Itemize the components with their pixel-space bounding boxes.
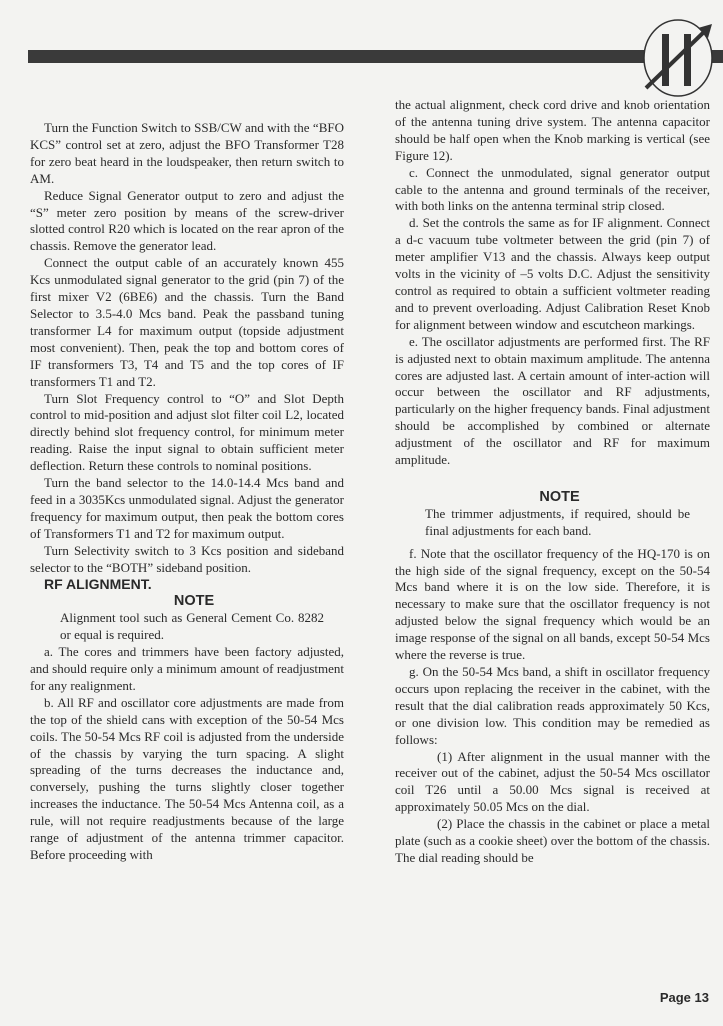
paragraph: Reduce Signal Generator output to zero and adjust the “S” meter zero position by means of the screw-driver slotted control R20 which is located on the rear apron of the chassis. Remove the generator lead. — [30, 187, 344, 254]
paragraph: (2) Place the chassis in the cabinet or place a metal plate (such as a cookie sheet) over the bottom of the chassis. The dial reading should be — [395, 816, 710, 865]
page-number: Page 13 — [659, 990, 709, 1005]
note-text: The trimmer adjustments, if required, should be final adjustments for each band. — [425, 505, 690, 538]
paragraph: Turn Slot Frequency control to “O” and Slot Depth control to mid-position and adjust slot filter coil L2, located directly behind slot frequency control, for minimum meter reading. Raise the input signal to obtain sufficient meter deflection. Return these controls to nominal positions. — [30, 390, 344, 474]
paragraph: Turn Selectivity switch to 3 Kcs position and sideband selector to the “BOTH” sideband position. — [30, 542, 344, 575]
paragraph: e. The oscillator adjustments are performed first. The RF is adjusted next to obtain maximum amplitude. The antenna cores are adjusted last. A certain amount of inter-action will occur between the oscillator and RF adjustments, particularly on the higher frequency bands. Final adjustment should be accomplished by combined or alternate adjustment of the oscillator and RF for maximum amplitude. — [395, 333, 710, 468]
paragraph: c. Connect the unmodulated, signal generator output cable to the antenna and ground terminals of the receiver, with both links on the antenna terminal strip closed. — [395, 164, 710, 214]
header-rule — [28, 50, 670, 63]
paragraph: f. Note that the oscillator frequency of the HQ-170 is on the high side of the signal frequency, except on the 50-54 Mcs band where it is on the low side. Therefore, it is necessary to make sure that the oscillator frequency is not adjusted below the signal frequency which would be an image response of the signal on all bands, except 50-54 Mcs where the reverse is true. — [395, 545, 710, 663]
section-heading: RF ALIGNMENT. — [44, 576, 152, 593]
note-heading: NOTE — [173, 593, 215, 610]
paragraph: Turn the Function Switch to SSB/CW and with the “BFO KCS” control set at zero, adjust the BFO Transformer T28 for zero beat heard in the loudspeaker, then return switch to AM. — [30, 120, 344, 186]
note-text: Alignment tool such as General Cement Co. 8282 or equal is required. — [60, 610, 324, 643]
right-column — [395, 97, 710, 867]
paragraph: b. All RF and oscillator core adjustments are made from the top of the shield cans with exception of the 50-54 Mcs coils. The 50-54 Mcs RF coil is adjusted from the underside of the chassis by varying the turn spacing. A slight spreading of the turns decreases the inductance and, conversely, pushing the turns slightly closer together increases the inductance. The 50-54 Mcs Antenna coil, as a rule, will not require readjustments because of the large range of adjustment of the antenna trimmer capacitor. Before proceeding with — [30, 694, 344, 862]
paragraph: the actual alignment, check cord drive and knob orientation of the antenna tuning drive system. The antenna capacitor should be half open when the Knob marking is vertical (see Figure 12). — [395, 97, 710, 163]
paragraph: Connect the output cable of an accurately known 455 Kcs unmodulated signal generator to the grid (pin 7) of the first mixer V2 (6BE6) and the chassis. Turn the Band Selector to 3.5-4.0 Mcs band. Peak the passband tuning transformer L4 for maximum output (topside adjustment most convenient). Then, peak the top and bottom cores of IF transformers T3, T4 and T5 and the top cores of IF transformers T1 and T2. — [30, 255, 344, 389]
left-column — [30, 120, 344, 864]
paragraph: (1) After alignment in the usual manner with the receiver out of the cabinet, adjust the 50-54 Mcs oscillator coil T26 until a 50.00 Mcs signal is received at approximately 50.05 Mcs on the dial. — [395, 748, 710, 815]
paragraph: Turn the band selector to the 14.0-14.4 Mcs band and feed in a 3035Kcs unmodulated signal. Adjust the generator frequency for maximum output, then peak the bottom cores of Transformers T1 and T2 for maximum output. — [30, 475, 344, 541]
note-heading: NOTE — [539, 488, 580, 505]
paragraph: g. On the 50-54 Mcs band, a shift in oscillator frequency occurs upon replacing the receiver in the cabinet, with the result that the dial calibration reads approximately 50 Kcs, or one division low. This condition may be remedied as follows: — [395, 664, 710, 747]
paragraph: d. Set the controls the same as for IF alignment. Connect a d-c vacuum tube voltmeter between the grid (pin 7) of meter amplifier V13 and the chassis. Always keep output volts in the vicinity of –5 volts D.C. Adjust the sensitivity control as required to obtain a sufficient voltmeter reading and to prevent overloading. Adjust Calibration Reset Knob for alignment between window and escutcheon markings. — [395, 215, 710, 332]
hammarlund-logo-icon — [640, 18, 716, 98]
paragraph: a. The cores and trimmers have been factory adjusted, and should require only a minimum amount of readjustment for any realignment. — [30, 644, 344, 693]
